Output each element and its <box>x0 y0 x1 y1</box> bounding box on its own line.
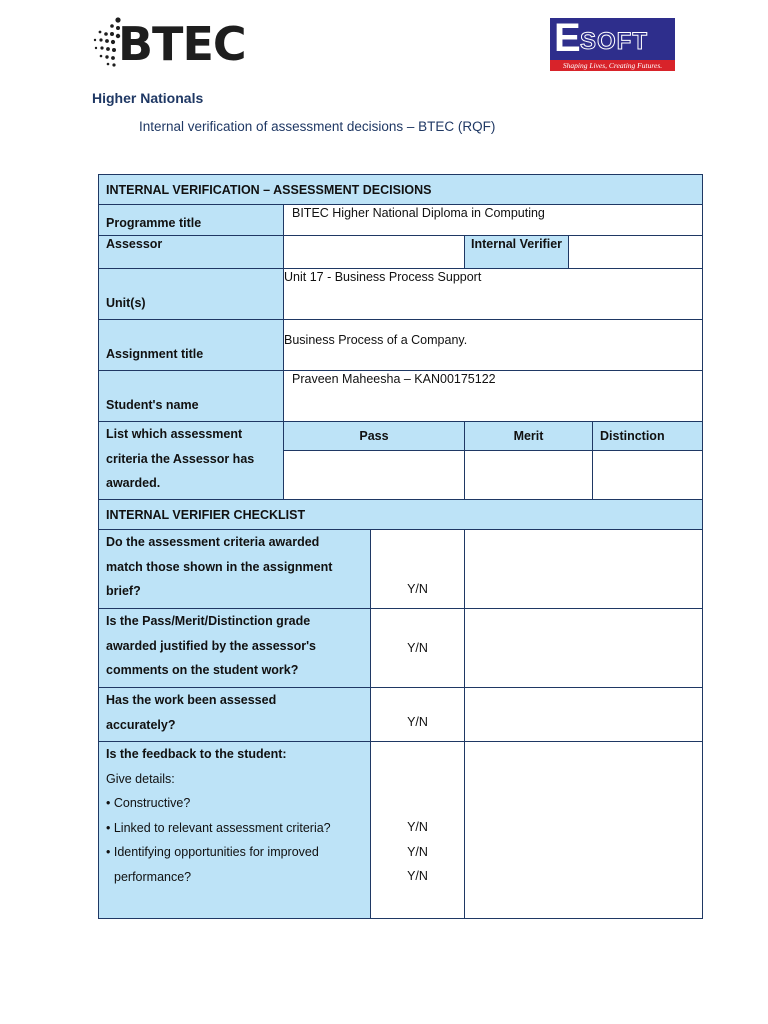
programme-title-label: Programme title <box>99 205 284 236</box>
checklist-question-3 <box>99 688 371 742</box>
q4-yn-group <box>371 742 465 919</box>
q1-comments-field[interactable] <box>465 530 703 609</box>
assessor-row <box>99 236 703 269</box>
q4-bullet-linked: • Linked to relevant assessment criteria? <box>106 820 331 835</box>
higher-nationals-heading: Higher Nationals <box>92 90 204 106</box>
q4-yn-2[interactable]: Y/N <box>407 844 428 859</box>
q4-title: Is the feedback to the student: <box>106 747 287 761</box>
esoft-e-letter: E <box>554 16 581 60</box>
btec-wordmark: BTEC <box>118 17 246 71</box>
q4-bullet-constructive: • Constructive? <box>106 796 191 810</box>
checklist-row-3 <box>99 688 703 742</box>
assessor-label: Assessor <box>99 236 284 269</box>
q2-line-2: awarded justified by the assessor's <box>106 638 316 653</box>
q1-line-2: match those shown in the assignment <box>106 559 333 574</box>
esoft-tagline: Shaping Lives, Creating Futures. <box>550 60 675 71</box>
section-header-row <box>99 175 703 205</box>
checklist-row-2 <box>99 609 703 688</box>
student-name-value[interactable]: Praveen Maheesha – KAN00175122 <box>284 371 703 422</box>
btec-logo <box>92 16 252 72</box>
units-row <box>99 269 703 320</box>
q4-comments-field[interactable] <box>465 742 703 919</box>
checklist-row-1 <box>99 530 703 609</box>
assessor-field[interactable] <box>284 236 465 269</box>
internal-verifier-field[interactable] <box>569 236 703 269</box>
pass-field[interactable] <box>284 451 465 500</box>
grades-header-row <box>99 422 703 451</box>
checklist-question-4 <box>99 742 371 919</box>
checklist-row-4 <box>99 742 703 919</box>
section-title: INTERNAL VERIFICATION – ASSESSMENT DECISIONS <box>99 175 703 205</box>
q3-comments-field[interactable] <box>465 688 703 742</box>
units-label: Unit(s) <box>99 269 284 320</box>
esoft-logo <box>550 18 675 71</box>
units-value[interactable]: Unit 17 - Business Process Support <box>284 269 703 320</box>
page-subtitle: Internal verification of assessment decisions – BTEC (RQF) <box>139 119 496 134</box>
student-name-row <box>99 371 703 422</box>
q4-yn-1[interactable]: Y/N <box>407 820 428 834</box>
criteria-label-line-2: criteria the Assessor has <box>106 451 255 466</box>
q2-comments-field[interactable] <box>465 609 703 688</box>
checklist-question-1 <box>99 530 371 609</box>
assignment-title-row <box>99 320 703 371</box>
q1-line-1: Do the assessment criteria awarded <box>106 535 320 549</box>
assignment-title-label: Assignment title <box>99 320 284 371</box>
q4-yn-3[interactable]: Y/N <box>407 869 428 883</box>
q1-line-3: brief? <box>106 584 141 598</box>
merit-field[interactable] <box>465 451 593 500</box>
esoft-wordmark: SOFT <box>580 28 648 55</box>
q2-line-1: Is the Pass/Merit/Distinction grade <box>106 614 311 628</box>
pass-header: Pass <box>284 422 465 451</box>
internal-verifier-label: Internal Verifier <box>465 236 569 269</box>
q4-bullet-opportunities: • Identifying opportunities for improved performance? <box>106 845 319 884</box>
criteria-label-line-3: awarded. <box>106 476 161 490</box>
distinction-header: Distinction <box>593 422 703 451</box>
checklist-question-2 <box>99 609 371 688</box>
criteria-label-line-1: List which assessment <box>106 427 243 441</box>
q1-yn[interactable]: Y/N <box>371 530 465 609</box>
q4-give-details: Give details: <box>106 771 175 786</box>
programme-title-row <box>99 205 703 236</box>
q3-line-1: Has the work been assessed <box>106 693 277 707</box>
q3-yn[interactable]: Y/N <box>371 688 465 742</box>
verification-form-table <box>98 174 703 919</box>
distinction-field[interactable] <box>593 451 703 500</box>
merit-header: Merit <box>465 422 593 451</box>
q2-line-3: comments on the student work? <box>106 663 299 677</box>
q2-yn[interactable]: Y/N <box>371 609 465 688</box>
criteria-awarded-label <box>99 422 284 500</box>
student-name-label: Student's name <box>99 371 284 422</box>
checklist-header-row <box>99 500 703 530</box>
programme-title-value[interactable]: BITEC Higher National Diploma in Computing <box>284 205 703 236</box>
checklist-title: INTERNAL VERIFIER CHECKLIST <box>99 500 703 530</box>
assignment-title-value[interactable]: Business Process of a Company. <box>284 320 703 371</box>
q3-line-2: accurately? <box>106 717 176 732</box>
